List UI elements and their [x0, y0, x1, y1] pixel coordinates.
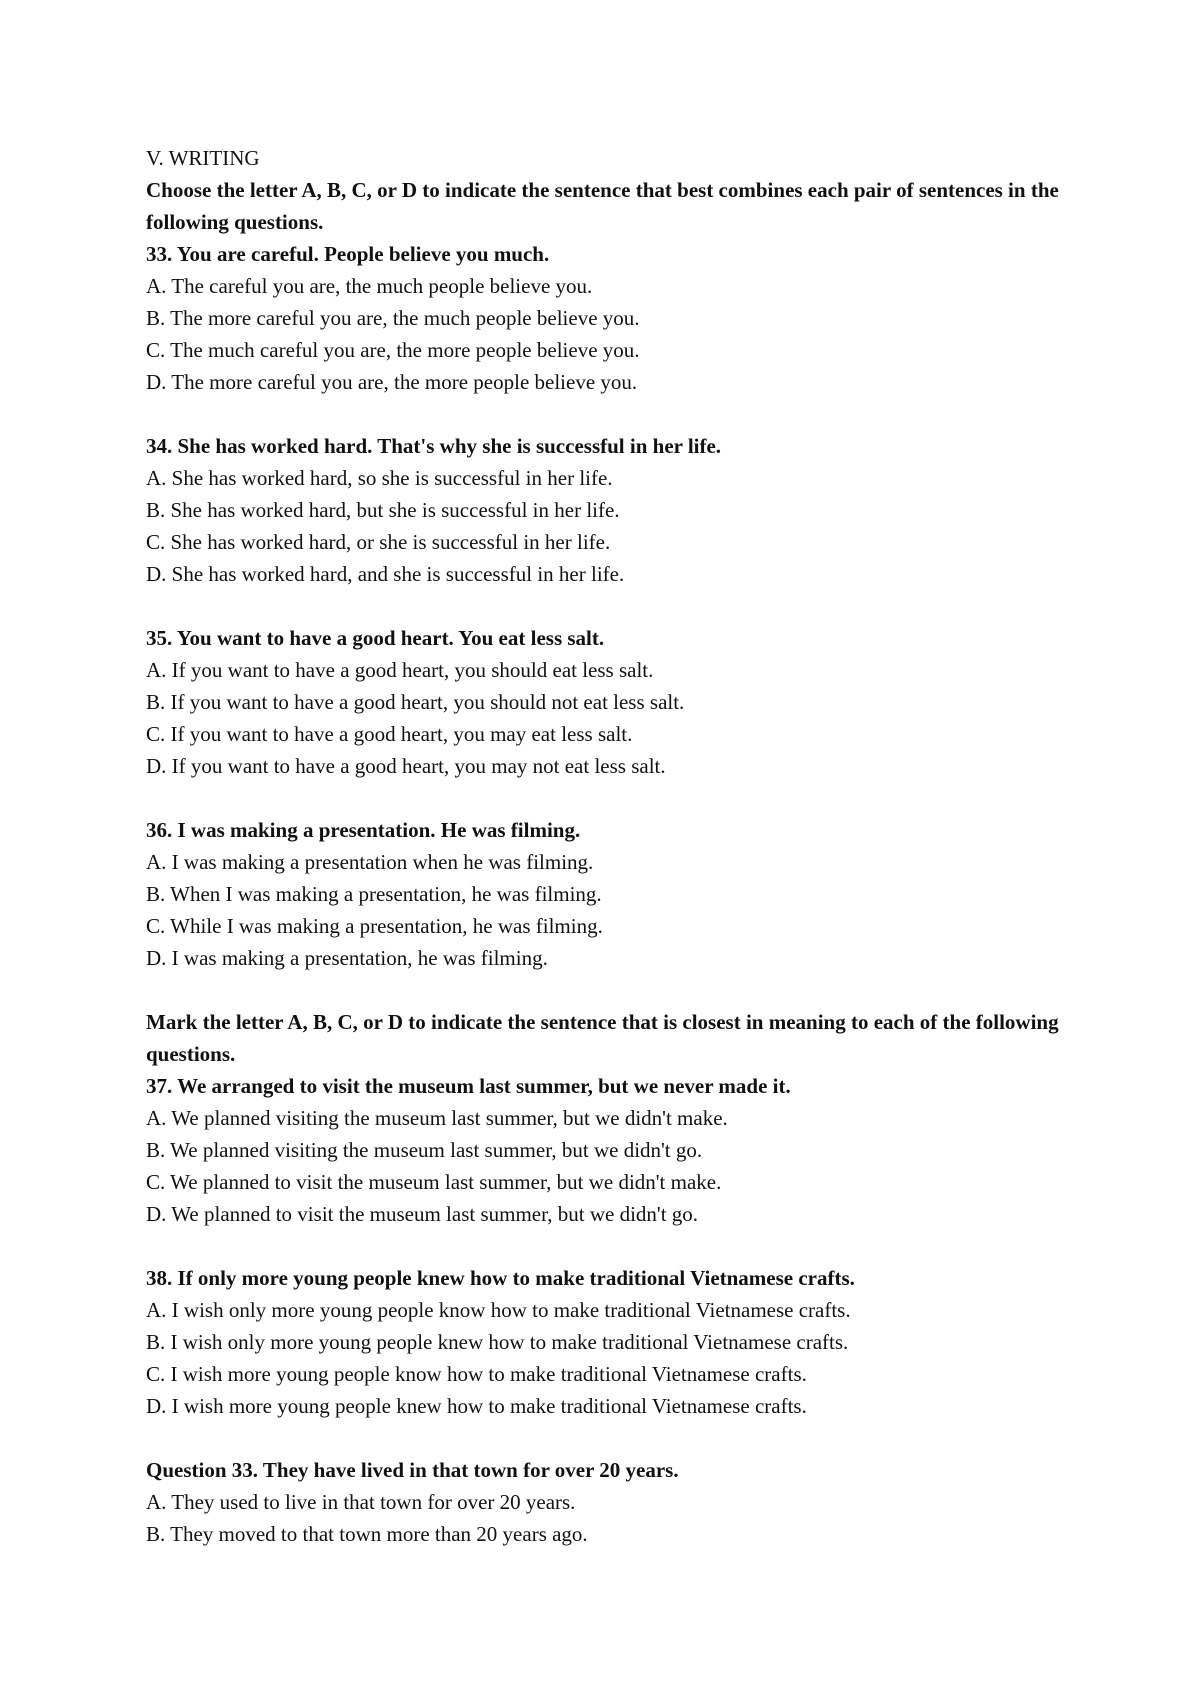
option-c: C. The much careful you are, the more people believe you.	[146, 338, 640, 362]
option-b: B. They moved to that town more than 20 years ago.	[146, 1522, 588, 1546]
question-block-33	[146, 238, 1066, 398]
question-stem: 37. We arranged to visit the museum last summer, but we never made it.	[146, 1074, 791, 1098]
option-a: A. The careful you are, the much people believe you.	[146, 274, 593, 298]
option-c: C. While I was making a presentation, he was filming.	[146, 914, 603, 938]
spacer	[146, 974, 1066, 1006]
section-title: V. WRITING	[146, 146, 260, 170]
question-stem: 34. She has worked hard. That's why she is successful in her life.	[146, 434, 722, 458]
instruction-closest-meaning: Mark the letter A, B, C, or D to indicate the sentence that is closest in meaning to each of the following questions.	[146, 1010, 1059, 1066]
option-a: A. I wish only more young people know how to make traditional Vietnamese crafts.	[146, 1298, 851, 1322]
question-block-34	[146, 430, 1066, 590]
question-stem: Question 33. They have lived in that town for over 20 years.	[146, 1458, 679, 1482]
option-d: D. The more careful you are, the more people believe you.	[146, 370, 638, 394]
option-b: B. We planned visiting the museum last summer, but we didn't go.	[146, 1138, 703, 1162]
option-b: B. She has worked hard, but she is successful in her life.	[146, 498, 620, 522]
option-a: A. If you want to have a good heart, you should eat less salt.	[146, 658, 654, 682]
option-d: D. I was making a presentation, he was filming.	[146, 946, 548, 970]
option-d: D. I wish more young people knew how to make traditional Vietnamese crafts.	[146, 1394, 807, 1418]
instruction-combine: Choose the letter A, B, C, or D to indicate the sentence that best combines each pair of sentences in the following questions.	[146, 178, 1059, 234]
question-block-36	[146, 814, 1066, 974]
spacer	[146, 782, 1066, 814]
option-b: B. I wish only more young people knew how to make traditional Vietnamese crafts.	[146, 1330, 849, 1354]
question-block-38	[146, 1262, 1066, 1422]
option-a: A. They used to live in that town for over 20 years.	[146, 1490, 576, 1514]
option-d: D. She has worked hard, and she is successful in her life.	[146, 562, 625, 586]
option-c: C. If you want to have a good heart, you may eat less salt.	[146, 722, 633, 746]
question-stem: 33. You are careful. People believe you much.	[146, 242, 550, 266]
question-block-33-second	[146, 1454, 1066, 1550]
question-stem: 36. I was making a presentation. He was filming.	[146, 818, 581, 842]
option-b: B. If you want to have a good heart, you should not eat less salt.	[146, 690, 685, 714]
spacer	[146, 1422, 1066, 1454]
option-a: A. We planned visiting the museum last summer, but we didn't make.	[146, 1106, 728, 1130]
question-block-35	[146, 622, 1066, 782]
spacer	[146, 590, 1066, 622]
option-a: A. I was making a presentation when he was filming.	[146, 850, 594, 874]
option-b: B. The more careful you are, the much people believe you.	[146, 306, 640, 330]
option-c: C. We planned to visit the museum last summer, but we didn't make.	[146, 1170, 722, 1194]
question-stem: 35. You want to have a good heart. You eat less salt.	[146, 626, 605, 650]
option-d: D. If you want to have a good heart, you may not eat less salt.	[146, 754, 666, 778]
option-c: C. I wish more young people know how to make traditional Vietnamese crafts.	[146, 1362, 807, 1386]
option-d: D. We planned to visit the museum last summer, but we didn't go.	[146, 1202, 699, 1226]
option-a: A. She has worked hard, so she is successful in her life.	[146, 466, 613, 490]
spacer	[146, 1230, 1066, 1262]
worksheet-page	[146, 142, 1066, 1550]
option-c: C. She has worked hard, or she is successful in her life.	[146, 530, 611, 554]
question-stem: 38. If only more young people knew how to make traditional Vietnamese crafts.	[146, 1266, 855, 1290]
question-block-37	[146, 1070, 1066, 1230]
spacer	[146, 398, 1066, 430]
option-b: B. When I was making a presentation, he was filming.	[146, 882, 602, 906]
